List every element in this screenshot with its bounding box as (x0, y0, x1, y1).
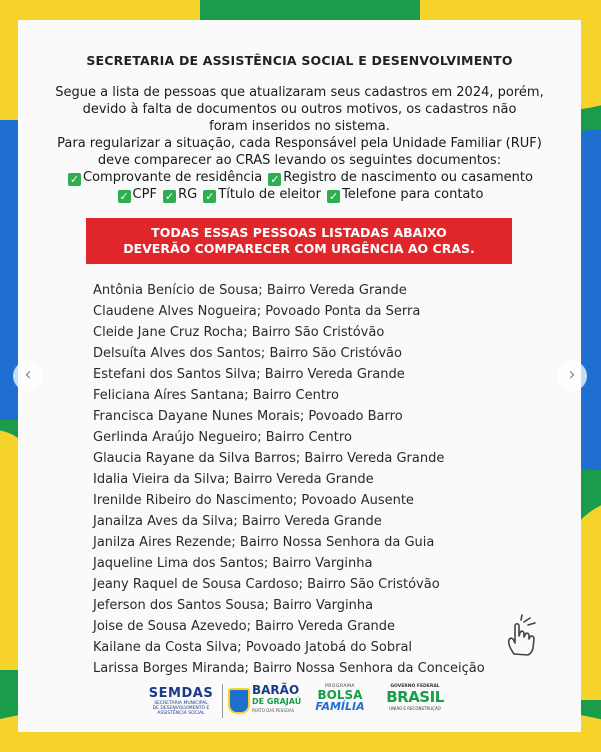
document-item: RG (178, 187, 198, 202)
intro-line: Segue a lista de pessoas que atualizaram seus cadastros em 2024, porém, (55, 85, 544, 100)
intro-line: devido à falta de documentos ou outros motivos, os cadastros não (82, 102, 517, 117)
check-mark-icon: ✓ (205, 190, 215, 203)
document-item: Telefone para contato (342, 187, 484, 202)
logo-divider (222, 684, 223, 718)
list-item: Antônia Benício de Sousa; Bairro Vereda Grande (93, 283, 407, 298)
intro-text (26, 84, 573, 203)
footer-logos (18, 682, 581, 722)
list-item: Claudene Alves Nogueira; Povoado Ponta da Serra (93, 304, 421, 319)
list-item: Idalia Vieira da Silva; Bairro Vereda Grande (93, 472, 374, 487)
list-item: Cleide Jane Cruz Rocha; Bairro São Cristóvão (93, 325, 385, 340)
banner-line: TODAS ESSAS PESSOAS LISTADAS ABAIXO (151, 225, 447, 240)
intro-line: foram inseridos no sistema. (209, 119, 390, 134)
list-item: Estefani dos Santos Silva; Bairro Vereda Grande (93, 367, 405, 382)
list-item: Jeany Raquel de Sousa Cardoso; Bairro São Cristóvão (93, 577, 440, 592)
check-mark-icon: ✓ (328, 190, 339, 203)
people-list (93, 280, 485, 679)
list-item: Janilza Aires Rezende; Bairro Nossa Senhora da Guia (93, 535, 435, 550)
intro-line: Para regularizar a situação, cada Responsável pela Unidade Familiar (RUF) (57, 136, 542, 151)
pointing-hand-icon (500, 614, 546, 660)
list-item: Glaucia Rayane da Silva Barros; Bairro Vereda Grande (93, 451, 445, 466)
list-item: Feliciana Aíres Santana; Bairro Centro (93, 388, 339, 403)
documents-line (26, 169, 573, 186)
check-mark-icon: ✓ (69, 173, 80, 186)
list-item: Gerlinda Araújo Negueiro; Bairro Centro (93, 430, 352, 445)
urgent-banner (86, 218, 512, 264)
intro-line: deve comparecer ao CRAS levando os seguintes documentos: (97, 153, 502, 168)
governo-federal-logo: GOVERNO FEDERAL BRASIL UNIÃO E RECONSTRUÇÃO (386, 684, 444, 711)
list-item: Jaqueline Lima dos Santos; Bairro Varginha (93, 556, 373, 571)
documents-line (26, 186, 573, 203)
banner-line: DEVERÃO COMPARECER COM URGÊNCIA AO CRAS. (123, 241, 475, 256)
list-item: Jeferson dos Santos Sousa; Bairro Varginha (93, 598, 374, 613)
shield-icon (228, 688, 250, 714)
list-item: Irenilde Ribeiro do Nascimento; Povoado Ausente (93, 493, 414, 508)
document-item: Comprovante de residência (83, 170, 263, 185)
next-slide-button[interactable]: › (557, 361, 587, 391)
bolsa-familia-logo: PROGRAMA BOLSA FAMÍLIA (315, 684, 365, 713)
content-card (18, 20, 581, 732)
document-item: Título de eleitor (218, 187, 321, 202)
prefeitura-logo: BARÃO DE GRAJAÚ PERTO DAS PESSOAS (228, 684, 304, 720)
page-title: SECRETARIA DE ASSISTÊNCIA SOCIAL E DESENVOLVIMENTO (86, 53, 513, 68)
check-mark-icon: ✓ (164, 190, 175, 203)
previous-slide-button[interactable]: ‹ (13, 361, 43, 391)
list-item: Francisca Dayane Nunes Morais; Povoado Barro (93, 409, 403, 424)
list-item: Kailane da Costa Silva; Povoado Jatobá do Sobral (93, 640, 413, 655)
list-item: Joise de Sousa Azevedo; Bairro Vereda Grande (93, 619, 396, 634)
check-mark-icon: ✓ (119, 190, 129, 203)
semdas-logo: SEMDAS SECRETARIA MUNICIPAL DE DESENVOLVIMENTO E ASSISTÊNCIA SOCIAL (148, 686, 214, 716)
check-mark-icon: ✓ (270, 173, 280, 186)
list-item: Janailza Aves da Silva; Bairro Vereda Grande (93, 514, 382, 529)
document-item: Registro de nascimento ou casamento (283, 170, 533, 185)
list-item: Delsuíta Alves dos Santos; Bairro São Cristóvão (93, 346, 402, 361)
document-item: CPF (132, 187, 157, 202)
list-item: Larissa Borges Miranda; Bairro Nossa Senhora da Conceição (93, 661, 485, 676)
